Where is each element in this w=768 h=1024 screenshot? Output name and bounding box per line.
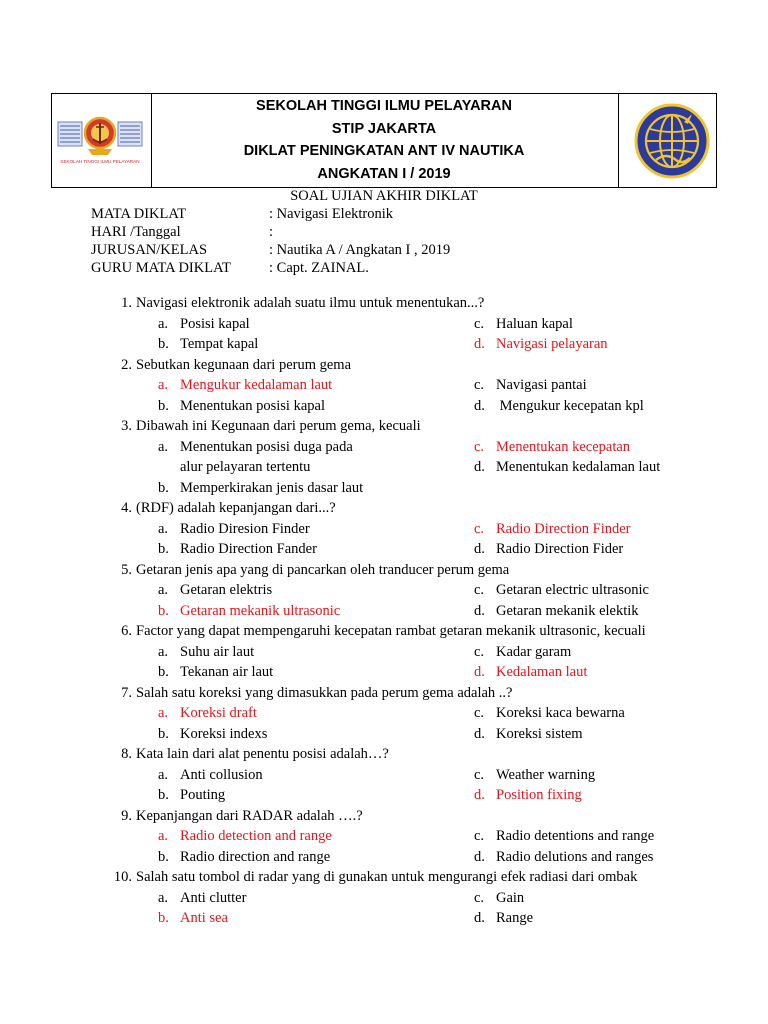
option-letter: a. [158, 705, 169, 721]
option-c [474, 520, 631, 538]
option-letter: b. [158, 397, 169, 414]
option-text: Kedalaman laut [496, 664, 588, 680]
info-label: GURU MATA DIKLAT [91, 260, 231, 276]
info-value: : Navigasi Elektronik [269, 206, 394, 222]
option-letter: b. [158, 336, 169, 352]
option-letter: b. [158, 725, 169, 742]
question-number: 3. [121, 418, 132, 434]
option-text: Koreksi draft [180, 705, 257, 721]
question-number: 7. [121, 684, 132, 701]
info-value: : Capt. ZAINAL. [269, 260, 369, 276]
option-text: Suhu air laut [180, 643, 255, 660]
option-text: Posisi kapal [180, 315, 250, 332]
option-c [474, 376, 587, 394]
option-c [474, 766, 595, 784]
option-c [474, 827, 654, 845]
question-text: Factor yang dapat mempengaruhi kecepatan rambat getaran mekanik ultrasonic, kecuali [136, 623, 646, 639]
option-text: Mengukur kedalaman laut [180, 377, 333, 393]
option-letter: d. [474, 397, 485, 414]
option-letter: a. [158, 315, 169, 332]
option-letter: b. [158, 602, 169, 619]
option-d [474, 458, 660, 476]
option-text: Radio detentions and range [496, 828, 655, 844]
option-b [158, 909, 228, 927]
stip-logo-caption: SEKOLAH TINGGI ILMU PELAYARAN [60, 159, 140, 164]
option-letter: c. [474, 377, 485, 393]
option-d [474, 663, 587, 681]
option-a [158, 643, 254, 661]
option-a [158, 704, 257, 722]
option-letter: b. [158, 848, 169, 865]
option-letter: c. [474, 520, 485, 537]
option-d [474, 540, 623, 558]
option-text: Getaran mekanik elektik [496, 602, 639, 619]
option-b [158, 540, 317, 558]
option-text: Mengukur kecepatan kpl [496, 397, 644, 414]
option-d [474, 909, 533, 927]
option-letter: c. [474, 889, 485, 906]
option-text: Pouting [180, 787, 226, 803]
institution-title [152, 94, 616, 185]
option-letter: a. [158, 438, 169, 455]
info-label: MATA DIKLAT [91, 206, 187, 222]
question-number: 9. [121, 807, 132, 824]
option-text: Radio Direction Finder [496, 520, 631, 537]
info-label: HARI /Tanggal [91, 224, 181, 240]
option-c [474, 438, 630, 456]
option-c [474, 315, 573, 333]
option-text: Kadar garam [496, 643, 572, 660]
question-number: 5. [121, 561, 132, 578]
question-text: Getaran jenis apa yang di pancarkan oleh tranducer perum gema [136, 561, 510, 578]
option-letter: a. [158, 889, 169, 906]
option-letter: c. [474, 643, 485, 660]
title-line-3: DIKLAT PENINGKATAN ANT IV NAUTIKA [243, 143, 525, 159]
ministry-logo [634, 102, 710, 185]
option-letter: c. [474, 438, 485, 455]
question-number: 2. [121, 356, 132, 373]
option-d [474, 848, 653, 866]
option-a [158, 520, 310, 538]
option-c [474, 643, 571, 661]
question-number: 8. [121, 746, 132, 762]
option-letter: b. [158, 664, 169, 680]
option-a [158, 315, 250, 333]
info-value: : [269, 224, 274, 240]
option-a [158, 889, 246, 907]
option-d [474, 397, 644, 415]
title-line-4: ANGKATAN I / 2019 [317, 165, 451, 182]
option-letter: a. [158, 643, 169, 660]
option-text: Radio Direction Fander [180, 541, 317, 557]
option-text: Navigasi pelayaran [496, 336, 608, 352]
question-number: 10. [113, 869, 132, 885]
option-text: Anti clutter [180, 889, 247, 906]
option-b [158, 725, 267, 743]
question-number: 1. [121, 295, 132, 311]
info-label: JURUSAN/KELAS [91, 242, 208, 258]
option-text: Koreksi sistem [496, 725, 583, 742]
option-text: Getaran electric ultrasonic [496, 582, 649, 598]
option-text: Getaran elektris [180, 582, 273, 598]
option-text: Radio direction and range [180, 848, 331, 865]
option-letter: d. [474, 459, 485, 475]
option-text: Tekanan air laut [180, 664, 274, 680]
option-a [158, 766, 263, 784]
option-letter: d. [474, 602, 485, 619]
option-letter: a. [158, 828, 169, 844]
option-b [158, 479, 363, 497]
option-letter: a. [158, 377, 169, 393]
option-letter: d. [474, 848, 485, 865]
option-c [474, 581, 649, 599]
title-line-2: STIP JAKARTA [331, 120, 437, 137]
option-text: Menentukan posisi duga pada [180, 438, 353, 455]
question-text: Navigasi elektronik adalah suatu ilmu untuk menentukan...? [136, 295, 485, 311]
option-letter: d. [474, 910, 485, 926]
option-text: Tempat kapal [180, 336, 259, 352]
header-box [51, 93, 717, 188]
option-letter: c. [474, 315, 485, 332]
option-letter: c. [474, 705, 485, 721]
option-letter: d. [474, 541, 485, 557]
question-text: Sebutkan kegunaan dari perum gema [136, 356, 352, 373]
option-d [474, 725, 583, 743]
question-text: Salah satu tombol di radar yang di gunakan untuk mengurangi efek radiasi dari ombak [136, 869, 638, 885]
option-letter: b. [158, 541, 169, 557]
option-letter: c. [474, 766, 485, 783]
title-line-1: SEKOLAH TINGGI ILMU PELAYARAN [256, 98, 512, 114]
option-b [158, 663, 273, 681]
stip-logo [56, 111, 146, 171]
option-text: Menentukan posisi kapal [180, 397, 325, 414]
header-divider-right [618, 94, 619, 187]
question-number: 4. [121, 500, 132, 516]
option-letter: a. [158, 582, 169, 598]
option-b [158, 335, 258, 353]
option-b [158, 397, 325, 415]
option-letter: d. [474, 725, 485, 742]
option-letter: c. [474, 582, 485, 598]
option-b [158, 602, 340, 620]
option-d [474, 786, 582, 804]
option-letter: b. [158, 479, 169, 496]
option-a [158, 581, 272, 599]
option-a [158, 376, 332, 394]
option-letter: d. [474, 336, 485, 352]
info-value: : Nautika A / Angkatan I , 2019 [269, 242, 451, 258]
option-a [158, 827, 332, 845]
option-text: Position fixing [496, 787, 582, 803]
option-text: Getaran mekanik ultrasonic [180, 602, 341, 619]
option-text: Radio Diresion Finder [180, 520, 310, 537]
option-letter: a. [158, 520, 169, 537]
option-text: Gain [496, 889, 525, 906]
option-text: Koreksi kaca bewarna [496, 705, 625, 721]
option-d [474, 602, 639, 620]
option-d [474, 335, 608, 353]
option-c [474, 889, 524, 907]
option-letter: b. [158, 787, 169, 803]
question-text: Dibawah ini Kegunaan dari perum gema, kecuali [136, 418, 421, 434]
option-text: Radio delutions and ranges [496, 848, 654, 865]
option-letter: b. [158, 910, 169, 926]
option-a [158, 438, 353, 456]
question-text: Kepanjangan dari RADAR adalah ….? [136, 807, 363, 824]
option-text: Range [496, 910, 534, 926]
option-text: Menentukan kedalaman laut [496, 459, 661, 475]
option-text: Anti collusion [180, 766, 263, 783]
option-text: Koreksi indexs [180, 725, 268, 742]
option-letter: a. [158, 766, 169, 783]
option-letter: d. [474, 664, 485, 680]
question-text: Salah satu koreksi yang dimasukkan pada perum gema adalah ..? [136, 684, 513, 701]
option-text: Weather warning [496, 766, 596, 783]
option-a-continuation: alur pelayaran tertentu [180, 459, 311, 475]
option-text: Radio detection and range [180, 828, 332, 844]
option-b [158, 786, 225, 804]
question-text: Kata lain dari alat penentu posisi adalah…? [136, 746, 389, 762]
option-text: Anti sea [180, 910, 228, 926]
option-text: Navigasi pantai [496, 377, 587, 393]
option-letter: d. [474, 787, 485, 803]
option-text: Memperkirakan jenis dasar laut [180, 479, 364, 496]
option-b [158, 848, 330, 866]
option-text: Haluan kapal [496, 315, 573, 332]
option-letter: c. [474, 828, 485, 844]
exam-title: SOAL UJIAN AKHIR DIKLAT [290, 188, 478, 204]
question-text: (RDF) adalah kepanjangan dari...? [136, 500, 336, 516]
option-c [474, 704, 625, 722]
option-text: Menentukan kecepatan [496, 438, 631, 455]
option-text: Radio Direction Fider [496, 541, 624, 557]
question-number: 6. [121, 623, 132, 639]
